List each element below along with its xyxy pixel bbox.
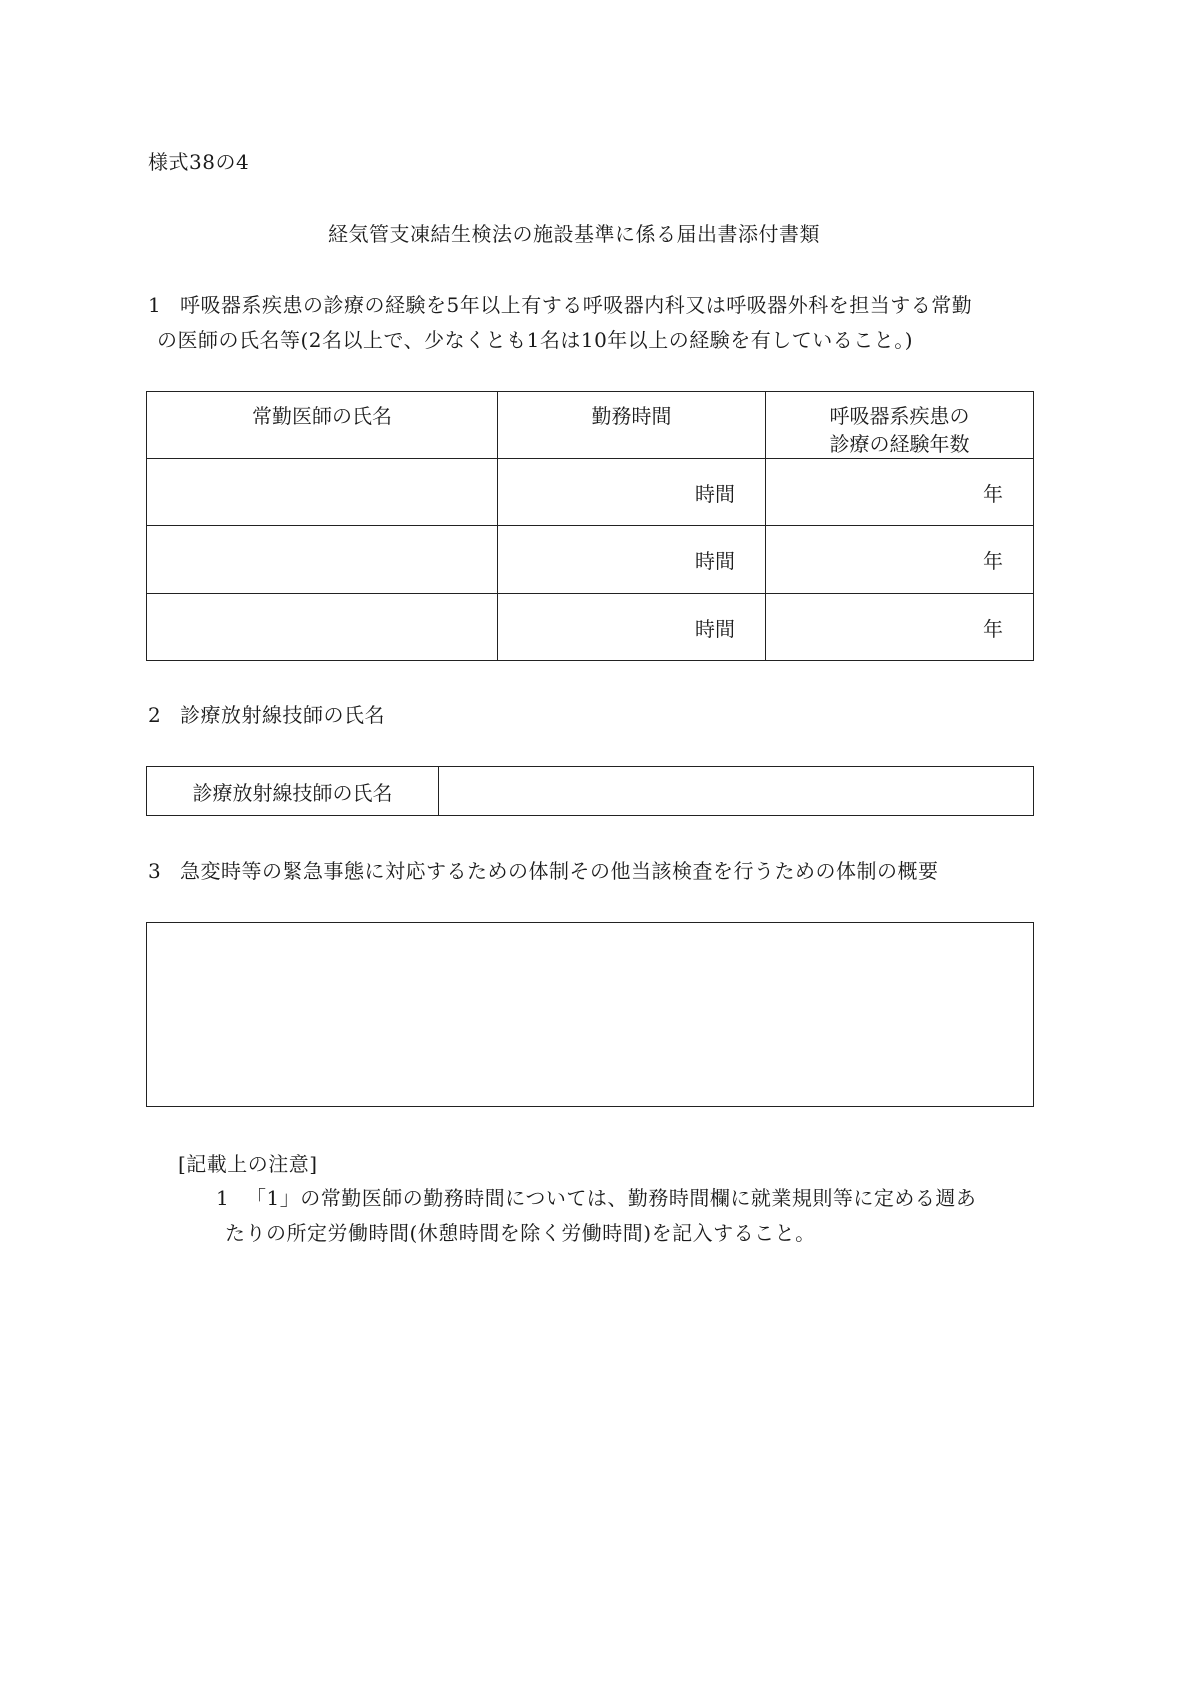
notes-heading: [記載上の注意]	[178, 1152, 318, 1176]
header-doctor-name: 常勤医師の氏名	[147, 392, 498, 459]
hours-cell[interactable]: 時間	[498, 526, 766, 594]
form-number: 様式38の4	[148, 150, 250, 174]
hours-cell[interactable]: 時間	[498, 459, 766, 526]
radiographer-table	[146, 766, 1034, 816]
header-experience-years	[766, 392, 1034, 459]
section1-heading-line1: 呼吸器系疾患の診療の経験を5年以上有する呼吸器内科又は呼吸器外科を担当する常勤	[180, 293, 973, 317]
section2-number: 2	[148, 703, 162, 727]
section3-heading: 急変時等の緊急事態に対応するための体制その他当該検査を行うための体制の概要	[180, 859, 939, 883]
section3-number: 3	[148, 859, 162, 883]
radiographer-row	[147, 767, 1034, 816]
table-row	[147, 526, 1034, 594]
system-overview-box[interactable]	[146, 922, 1034, 1107]
note-item-number: 1	[216, 1186, 230, 1210]
years-cell[interactable]: 年	[766, 594, 1034, 661]
page-title: 経気管支凍結生検法の施設基準に係る届出書添付書類	[328, 222, 820, 246]
header-work-hours: 勤務時間	[498, 392, 766, 459]
note-item-line1: 「1」の常勤医師の勤務時間については、勤務時間欄に就業規則等に定める週あ	[246, 1186, 977, 1210]
table-row	[147, 459, 1034, 526]
years-cell[interactable]: 年	[766, 459, 1034, 526]
doctor-name-cell[interactable]	[147, 526, 498, 594]
table-row	[147, 594, 1034, 661]
years-cell[interactable]: 年	[766, 526, 1034, 594]
header-experience-line1: 呼吸器系疾患の	[829, 404, 970, 428]
section1-heading-line2: の医師の氏名等(2名以上で、少なくとも1名は10年以上の経験を有していること。)	[157, 328, 914, 352]
doctors-table-header-row	[147, 392, 1034, 459]
doctor-name-cell[interactable]	[147, 594, 498, 661]
radiographer-label: 診療放射線技師の氏名	[147, 767, 439, 816]
section2-heading: 診療放射線技師の氏名	[180, 703, 385, 727]
note-item-line2: たりの所定労働時間(休憩時間を除く労働時間)を記入すること。	[225, 1221, 816, 1245]
doctor-name-cell[interactable]	[147, 459, 498, 526]
header-experience-line2: 診療の経験年数	[829, 432, 970, 456]
hours-cell[interactable]: 時間	[498, 594, 766, 661]
doctors-table	[146, 391, 1034, 661]
radiographer-name-field[interactable]	[439, 767, 1034, 816]
section1-number: 1	[148, 293, 162, 317]
